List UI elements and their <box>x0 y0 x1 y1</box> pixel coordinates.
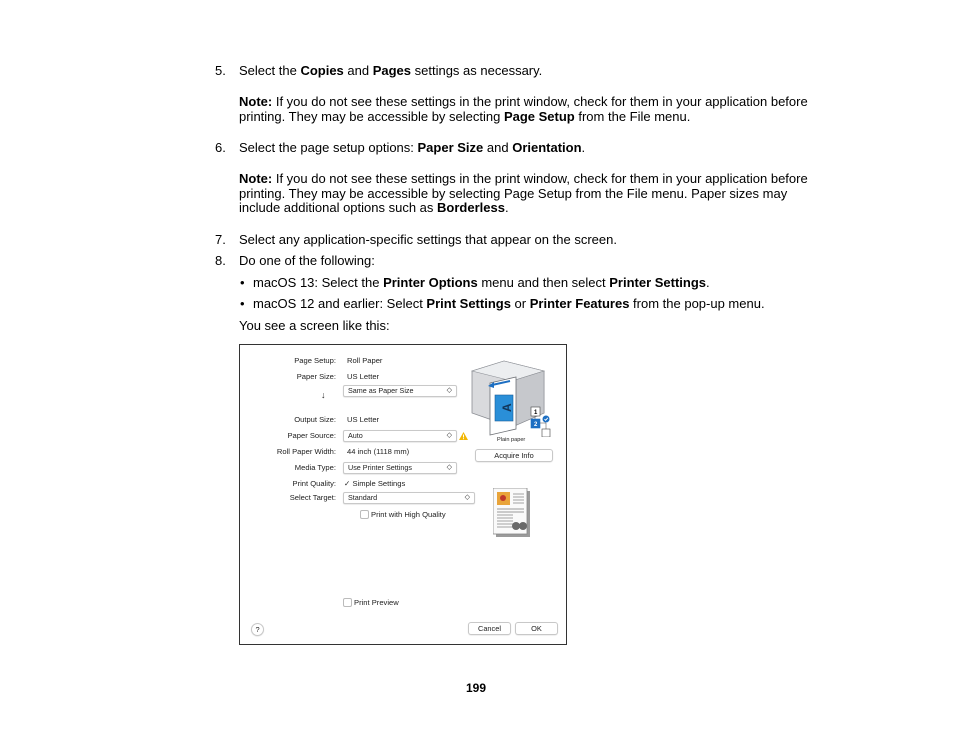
acquire-info-button[interactable]: Acquire Info <box>475 449 553 462</box>
paper-source-label: Paper Source: <box>287 431 336 440</box>
page-number: 199 <box>466 681 487 695</box>
paper-size-label: Paper Size: <box>296 372 336 381</box>
cancel-button[interactable]: Cancel <box>468 622 511 635</box>
chevron-updown-icon: ◇ <box>446 387 452 394</box>
bullet: • <box>240 296 245 311</box>
print-settings-dialog <box>239 344 567 645</box>
select-target-popup[interactable]: Standard ◇ <box>343 492 475 504</box>
note-2: Note: If you do not see these settings in the print window, check for them in your application before printing. They may be accessible by selecting Page Setup from the File menu. Paper sizes may include additional options such as Borderless. <box>239 171 808 215</box>
step-8-text: Do one of the following: <box>239 253 375 268</box>
checkmark-icon: ✓ <box>344 479 351 488</box>
output-size-label: Output Size: <box>294 415 336 424</box>
printer-illustration-icon <box>470 357 560 437</box>
paper-size-value: US Letter <box>347 372 380 381</box>
step-number: 8. <box>215 253 226 268</box>
high-quality-label: Print with High Quality <box>371 510 446 519</box>
simple-settings-checkbox[interactable]: ✓ Simple Settings <box>344 479 406 488</box>
paper-source-popup[interactable]: Auto ◇ <box>343 430 457 442</box>
tray-2-label: 2 <box>534 422 538 428</box>
document-preview-icon <box>493 488 531 538</box>
step-6-text: Select the page setup options: Paper Size and Orientation. <box>239 140 586 155</box>
bullet-2-text: macOS 12 and earlier: Select Print Settings or Printer Features from the pop-up menu. <box>253 296 765 311</box>
step-number: 7. <box>215 232 226 247</box>
screen-intro-text: You see a screen like this: <box>239 318 390 333</box>
chevron-updown-icon: ◇ <box>446 432 452 439</box>
bullet: • <box>240 275 245 290</box>
roll-paper-width-label: Roll Paper Width: <box>276 447 336 456</box>
paper-size-popup[interactable]: Same as Paper Size ◇ <box>343 385 457 397</box>
step-number: 6. <box>215 140 226 155</box>
print-preview-checkbox[interactable] <box>343 598 352 607</box>
chevron-updown-icon: ◇ <box>446 464 452 471</box>
step-7-text: Select any application-specific settings that appear on the screen. <box>239 232 617 247</box>
page-setup-label: Page Setup: <box>294 356 336 365</box>
chevron-updown-icon: ◇ <box>464 494 470 501</box>
plain-paper-label: Plain paper <box>497 437 526 443</box>
select-target-label: Select Target: <box>289 493 336 502</box>
roll-paper-width-value: 44 inch (1118 mm) <box>347 447 410 456</box>
step-number: 5. <box>215 63 226 78</box>
media-type-label: Media Type: <box>294 463 336 472</box>
print-quality-label: Print Quality: <box>292 479 336 488</box>
warning-icon <box>459 432 468 440</box>
output-size-value: US Letter <box>347 415 380 424</box>
help-button[interactable]: ? <box>251 623 264 636</box>
tray-1-label: 1 <box>534 410 538 416</box>
note-1: Note: If you do not see these settings in the print window, check for them in your application before printing. They may be accessible by selecting Page Setup from the File menu. <box>239 94 808 124</box>
bullet-1-text: macOS 13: Select the Printer Options menu and then select Printer Settings. <box>253 275 710 290</box>
media-type-popup[interactable]: Use Printer Settings ◇ <box>343 462 457 474</box>
arrow-down-icon: ↓ <box>321 390 326 400</box>
svg-text:A: A <box>500 403 514 412</box>
page-setup-value: Roll Paper <box>347 356 383 365</box>
step-5-text: Select the Copies and Pages settings as necessary. <box>239 63 543 78</box>
high-quality-checkbox[interactable] <box>360 510 369 519</box>
ok-button[interactable]: OK <box>515 622 558 635</box>
print-preview-label: Print Preview <box>354 598 399 607</box>
